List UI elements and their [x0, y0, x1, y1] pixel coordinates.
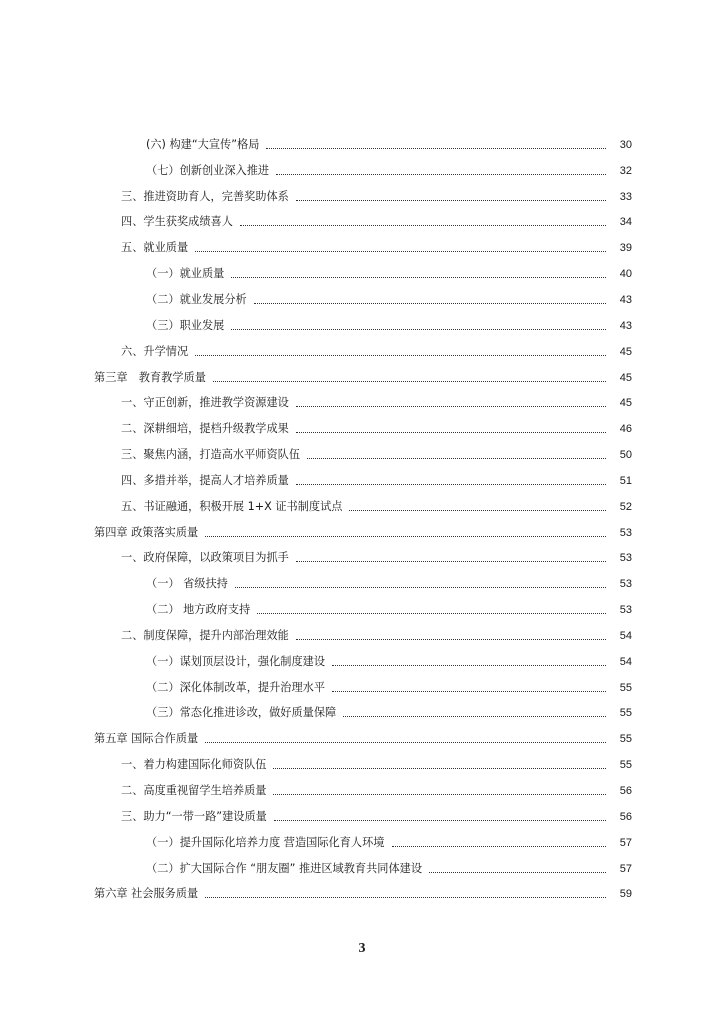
table-of-contents	[0, 132, 724, 907]
toc-entry-title: 第三章 教育教学质量	[94, 371, 209, 385]
toc-entry-page: 57	[619, 836, 632, 849]
toc-entry-page: 45	[619, 345, 632, 358]
toc-dot-leader	[213, 380, 606, 382]
toc-entry[interactable]	[0, 571, 724, 597]
toc-entry[interactable]	[0, 416, 724, 442]
toc-entry-title: 一、政府保障，以政策项目为抓手	[121, 551, 292, 565]
toc-entry-title: （二）扩大国际合作 “朋友圈” 推进区域教育共同体建设	[146, 862, 425, 876]
toc-entry[interactable]	[0, 390, 724, 416]
toc-dot-leader	[296, 638, 606, 640]
toc-dot-leader	[205, 535, 606, 537]
toc-entry-page: 53	[619, 526, 632, 539]
toc-entry-page: 45	[619, 397, 632, 410]
toc-entry-title: （一）谋划顶层设计，强化制度建设	[146, 655, 328, 669]
toc-entry[interactable]	[0, 339, 724, 365]
toc-entry[interactable]	[0, 804, 724, 830]
toc-entry[interactable]	[0, 778, 724, 804]
toc-entry-title: （一） 省级扶持	[146, 577, 231, 591]
toc-entry[interactable]	[0, 365, 724, 391]
toc-entry-page: 32	[619, 164, 632, 177]
toc-entry-title: 第五章 国际合作质量	[94, 732, 201, 746]
toc-dot-leader	[254, 302, 606, 304]
toc-entry-title: （一）提升国际化培养力度 营造国际化育人环境	[146, 836, 388, 850]
toc-entry-page: 52	[619, 500, 632, 513]
toc-entry-title: 五、就业质量	[121, 241, 191, 255]
toc-entry-title: 三、聚焦内涵，打造高水平师资队伍	[121, 448, 303, 462]
toc-entry-title: 二、高度重视留学生培养质量	[121, 784, 269, 798]
toc-dot-leader	[205, 741, 606, 743]
toc-dot-leader	[296, 483, 606, 485]
toc-entry-title: 二、深耕细培，提档升级教学成果	[121, 422, 292, 436]
toc-entry-page: 45	[619, 371, 632, 384]
toc-entry-page: 30	[619, 138, 632, 151]
toc-entry[interactable]	[0, 210, 724, 236]
toc-entry-page: 56	[619, 810, 632, 823]
toc-entry-page: 46	[619, 423, 632, 436]
toc-dot-leader	[296, 405, 606, 407]
toc-dot-leader	[276, 173, 606, 175]
toc-entry[interactable]	[0, 649, 724, 675]
toc-dot-leader	[296, 560, 606, 562]
toc-dot-leader	[392, 845, 607, 847]
toc-dot-leader	[231, 328, 606, 330]
toc-entry[interactable]	[0, 313, 724, 339]
toc-dot-leader	[332, 664, 606, 666]
toc-entry-title: （三）常态化推进诊改，做好质量保障	[146, 706, 339, 720]
toc-dot-leader	[231, 276, 606, 278]
toc-entry-page: 43	[619, 293, 632, 306]
toc-dot-leader	[195, 250, 606, 252]
toc-entry[interactable]	[0, 287, 724, 313]
toc-entry-title: （二）就业发展分析	[146, 293, 250, 307]
toc-entry[interactable]	[0, 442, 724, 468]
toc-entry-title: 三、助力“一带一路”建设质量	[121, 810, 270, 824]
toc-entry[interactable]	[0, 494, 724, 520]
toc-entry[interactable]	[0, 675, 724, 701]
toc-entry[interactable]	[0, 726, 724, 752]
toc-entry-title: 一、守正创新，推进教学资源建设	[121, 396, 292, 410]
toc-entry-title: (六) 构建“大宣传”格局	[146, 138, 262, 152]
toc-entry[interactable]	[0, 520, 724, 546]
toc-entry-title: 二、制度保障，提升内部治理效能	[121, 629, 292, 643]
toc-dot-leader	[343, 715, 606, 717]
toc-entry[interactable]	[0, 132, 724, 158]
toc-entry-title: 五、书证融通，积极开展 1+X 证书制度试点	[121, 500, 345, 514]
toc-dot-leader	[195, 354, 606, 356]
toc-entry-title: （二） 地方政府支持	[146, 603, 253, 617]
toc-entry-page: 43	[619, 319, 632, 332]
toc-entry-page: 53	[619, 604, 632, 617]
page-number: 3	[358, 941, 366, 956]
toc-entry-page: 59	[619, 888, 632, 901]
toc-entry-title: 三、推进资助育人，完善奖助体系	[121, 190, 292, 204]
toc-entry[interactable]	[0, 546, 724, 572]
toc-dot-leader	[349, 509, 606, 511]
toc-entry-page: 57	[619, 862, 632, 875]
toc-entry-title: 四、学生获奖成绩喜人	[121, 215, 236, 229]
toc-entry-title: 六、升学情况	[121, 345, 191, 359]
toc-dot-leader	[274, 819, 606, 821]
toc-dot-leader	[257, 612, 606, 614]
toc-dot-leader	[332, 690, 606, 692]
toc-entry-title: （二）深化体制改革，提升治理水平	[146, 681, 328, 695]
toc-entry[interactable]	[0, 235, 724, 261]
toc-entry[interactable]	[0, 830, 724, 856]
toc-entry[interactable]	[0, 158, 724, 184]
toc-entry[interactable]	[0, 623, 724, 649]
toc-dot-leader	[205, 896, 606, 898]
toc-entry-page: 40	[619, 268, 632, 281]
toc-entry-page: 53	[619, 578, 632, 591]
toc-entry[interactable]	[0, 261, 724, 287]
toc-entry-title: 四、多措并举，提高人才培养质量	[121, 474, 292, 488]
toc-entry-page: 55	[619, 733, 632, 746]
toc-entry[interactable]	[0, 881, 724, 907]
toc-entry[interactable]	[0, 856, 724, 882]
toc-entry-page: 33	[619, 190, 632, 203]
toc-entry[interactable]	[0, 468, 724, 494]
toc-entry-page: 51	[619, 474, 632, 487]
toc-entry[interactable]	[0, 752, 724, 778]
toc-dot-leader	[266, 147, 606, 149]
toc-entry-page: 54	[619, 629, 632, 642]
toc-entry-title: 第四章 政策落实质量	[94, 526, 201, 540]
toc-entry[interactable]	[0, 184, 724, 210]
toc-entry-page: 56	[619, 785, 632, 798]
toc-dot-leader	[307, 457, 606, 459]
toc-dot-leader	[273, 793, 606, 795]
toc-entry-page: 39	[619, 242, 632, 255]
toc-entry-title: 第六章 社会服务质量	[94, 887, 201, 901]
toc-dot-leader	[273, 767, 606, 769]
toc-entry-page: 55	[619, 759, 632, 772]
toc-entry-page: 53	[619, 552, 632, 565]
toc-entry-page: 50	[619, 449, 632, 462]
toc-entry-title: （一）就业质量	[146, 267, 227, 281]
toc-entry-page: 34	[619, 216, 632, 229]
toc-dot-leader	[296, 431, 606, 433]
toc-entry-title: （三）职业发展	[146, 319, 227, 333]
toc-dot-leader	[429, 871, 606, 873]
toc-entry[interactable]	[0, 701, 724, 727]
toc-entry[interactable]	[0, 597, 724, 623]
toc-entry-page: 55	[619, 707, 632, 720]
toc-entry-page: 54	[619, 655, 632, 668]
toc-dot-leader	[240, 224, 606, 226]
toc-dot-leader	[235, 586, 606, 588]
toc-entry-page: 55	[619, 681, 632, 694]
toc-entry-title: 一、着力构建国际化师资队伍	[121, 758, 269, 772]
toc-dot-leader	[296, 199, 606, 201]
toc-entry-title: （七）创新创业深入推进	[146, 164, 272, 178]
